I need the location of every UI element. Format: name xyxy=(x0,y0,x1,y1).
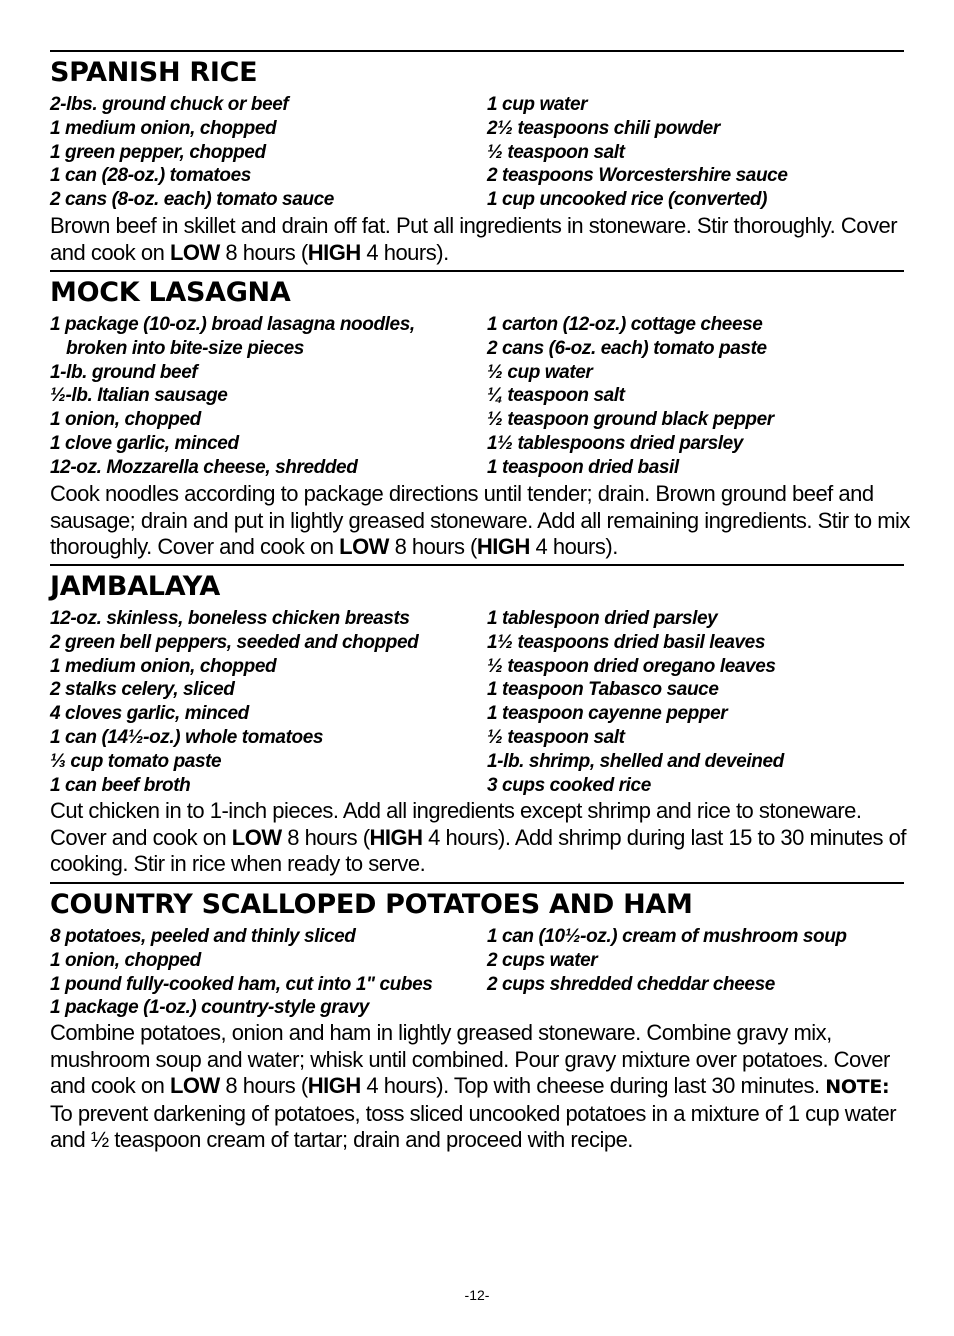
ingredient: ½-lb. Italian sausage xyxy=(50,385,228,407)
ingredient: 1 cup water xyxy=(487,94,588,115)
recipe-directions xyxy=(50,798,910,878)
ingredient: 1 pound fully-cooked ham, cut into 1" cubes xyxy=(50,973,433,995)
ingredients-right xyxy=(487,313,907,480)
directions-text: Cook noodles according to package directions until tender; drain. Brown ground beef and sausage; drain and put in lightly greased stoneware. Add all remaining ingredients. Stir to mix thoroughly. Cover and cook on xyxy=(50,481,910,559)
directions-text: 4 hours). Top with cheese during last 30 minutes. xyxy=(360,1073,826,1098)
ingredient: 2 cans (8-oz. each) tomato sauce xyxy=(50,189,334,211)
ingredient: 1-lb. shrimp, shelled and deveined xyxy=(487,750,784,772)
ingredients-right xyxy=(487,607,907,797)
low-setting: LOW xyxy=(169,1073,220,1098)
ingredient: 1½ tablespoons dried parsley xyxy=(487,432,743,454)
ingredient: 2 teaspoons Worcestershire sauce xyxy=(487,165,788,187)
ingredient: 2 cans (6-oz. each) tomato paste xyxy=(487,337,767,359)
recipe-directions xyxy=(50,1020,910,1154)
high-setting: HIGH xyxy=(307,239,361,265)
ingredient: 1-lb. ground beef xyxy=(50,361,198,383)
ingredient: 1 teaspoon cayenne pepper xyxy=(487,703,728,725)
ingredient: 1 package (10-oz.) broad lasagna noodles, xyxy=(50,314,415,335)
ingredients-left xyxy=(50,925,470,1020)
ingredient: ½ teaspoon salt xyxy=(487,141,625,163)
ingredient: 2 stalks celery, sliced xyxy=(50,679,235,701)
directions-text: 4 hours). Add shrimp during last 15 to 30 minutes of cooking. Stir in rice when ready to serve. xyxy=(50,824,906,876)
ingredient: 1 teaspoon Tabasco sauce xyxy=(487,679,719,701)
ingredient: 1 clove garlic, minced xyxy=(50,432,239,454)
ingredients-right xyxy=(487,925,907,996)
ingredient: ½ cup water xyxy=(487,361,593,383)
ingredient: broken into bite-size pieces xyxy=(66,337,304,359)
ingredient: ¼ teaspoon salt xyxy=(487,385,625,407)
section-divider xyxy=(50,564,904,566)
directions-text: 4 hours). xyxy=(529,534,618,559)
low-setting: LOW xyxy=(231,824,282,850)
ingredient: 1 medium onion, chopped xyxy=(50,117,277,139)
ingredient: 1 can (28-oz.) tomatoes xyxy=(50,165,251,187)
recipe-title: SPANISH RICE xyxy=(50,57,258,88)
directions-text: Brown beef in skillet and drain off fat. Put all ingredients in stoneware. Stir thoroughly. Cover and cook on xyxy=(50,213,898,265)
ingredient: 1 green pepper, chopped xyxy=(50,141,266,163)
ingredient: 1 can (10½-oz.) cream of mushroom soup xyxy=(487,926,847,947)
note-text: To prevent darkening of potatoes, toss sliced uncooked potatoes in a mixture of 1 cup water and ½ teaspoon cream of tartar; drain and proceed with recipe. xyxy=(50,1100,897,1152)
ingredient: 4 cloves garlic, minced xyxy=(50,703,249,725)
ingredient: ½ teaspoon salt xyxy=(487,726,625,748)
directions-text: 8 hours ( xyxy=(388,534,477,559)
ingredient: 1 onion, chopped xyxy=(50,409,201,431)
ingredient: 2 cups shredded cheddar cheese xyxy=(487,973,775,995)
ingredient: 2½ teaspoons chili powder xyxy=(487,117,720,139)
low-setting: LOW xyxy=(339,534,389,559)
directions-text: 4 hours). xyxy=(360,239,449,265)
ingredient: 1 medium onion, chopped xyxy=(50,655,277,677)
ingredient: 1 can beef broth xyxy=(50,774,191,796)
ingredient: ½ teaspoon dried oregano leaves xyxy=(487,655,776,677)
ingredient: 1 cup uncooked rice (converted) xyxy=(487,189,768,211)
ingredient: 1 teaspoon dried basil xyxy=(487,456,679,478)
directions-text: 8 hours ( xyxy=(219,239,308,265)
section-divider xyxy=(50,270,904,272)
ingredient: 1 carton (12-oz.) cottage cheese xyxy=(487,314,763,335)
ingredient: 12-oz. skinless, boneless chicken breasts xyxy=(50,608,410,629)
section-divider xyxy=(50,882,904,884)
high-setting: HIGH xyxy=(476,534,530,559)
ingredient: 2-lbs. ground chuck or beef xyxy=(50,94,289,115)
ingredients-left xyxy=(50,93,470,212)
ingredient: 2 cups water xyxy=(487,949,598,971)
low-setting: LOW xyxy=(169,239,220,265)
recipe-title: COUNTRY SCALLOPED POTATOES AND HAM xyxy=(50,889,693,920)
ingredient: 12-oz. Mozzarella cheese, shredded xyxy=(50,456,358,478)
directions-text: Combine potatoes, onion and ham in lightly greased stoneware. Combine gravy mix, mushroom soup and water; whisk until combined. Pour gravy mixture over potatoes. Cover and cook on xyxy=(50,1020,890,1098)
directions-text: 8 hours ( xyxy=(219,1073,308,1098)
ingredient: ⅓ cup tomato paste xyxy=(50,750,222,772)
ingredients-right xyxy=(487,93,907,212)
recipe-title: MOCK LASAGNA xyxy=(50,277,291,308)
ingredient: 3 cups cooked rice xyxy=(487,774,651,796)
ingredient: 1 can (14½-oz.) whole tomatoes xyxy=(50,726,324,748)
directions-text: Cut chicken in to 1-inch pieces. Add all ingredients except shrimp and rice to stoneware. Cover and cook on xyxy=(50,798,862,850)
ingredient: 2 green bell peppers, seeded and chopped xyxy=(50,631,419,653)
recipe-directions xyxy=(50,213,910,266)
note-label: NOTE: xyxy=(825,1076,890,1098)
ingredient: 1½ teaspoons dried basil leaves xyxy=(487,631,766,653)
high-setting: HIGH xyxy=(369,824,423,850)
ingredient: 1 onion, chopped xyxy=(50,949,201,971)
ingredients-left xyxy=(50,607,470,797)
high-setting: HIGH xyxy=(307,1073,361,1098)
ingredient: 1 package (1-oz.) country-style gravy xyxy=(50,997,369,1019)
section-divider xyxy=(50,50,904,52)
ingredient: 8 potatoes, peeled and thinly sliced xyxy=(50,926,356,947)
recipe-directions xyxy=(50,481,910,561)
directions-text: 8 hours ( xyxy=(281,824,370,850)
ingredient: 1 tablespoon dried parsley xyxy=(487,608,718,629)
ingredients-left xyxy=(50,313,470,480)
page-number: -12- xyxy=(464,1287,490,1303)
recipe-title: JAMBALAYA xyxy=(50,571,220,602)
ingredient: ½ teaspoon ground black pepper xyxy=(487,409,774,431)
